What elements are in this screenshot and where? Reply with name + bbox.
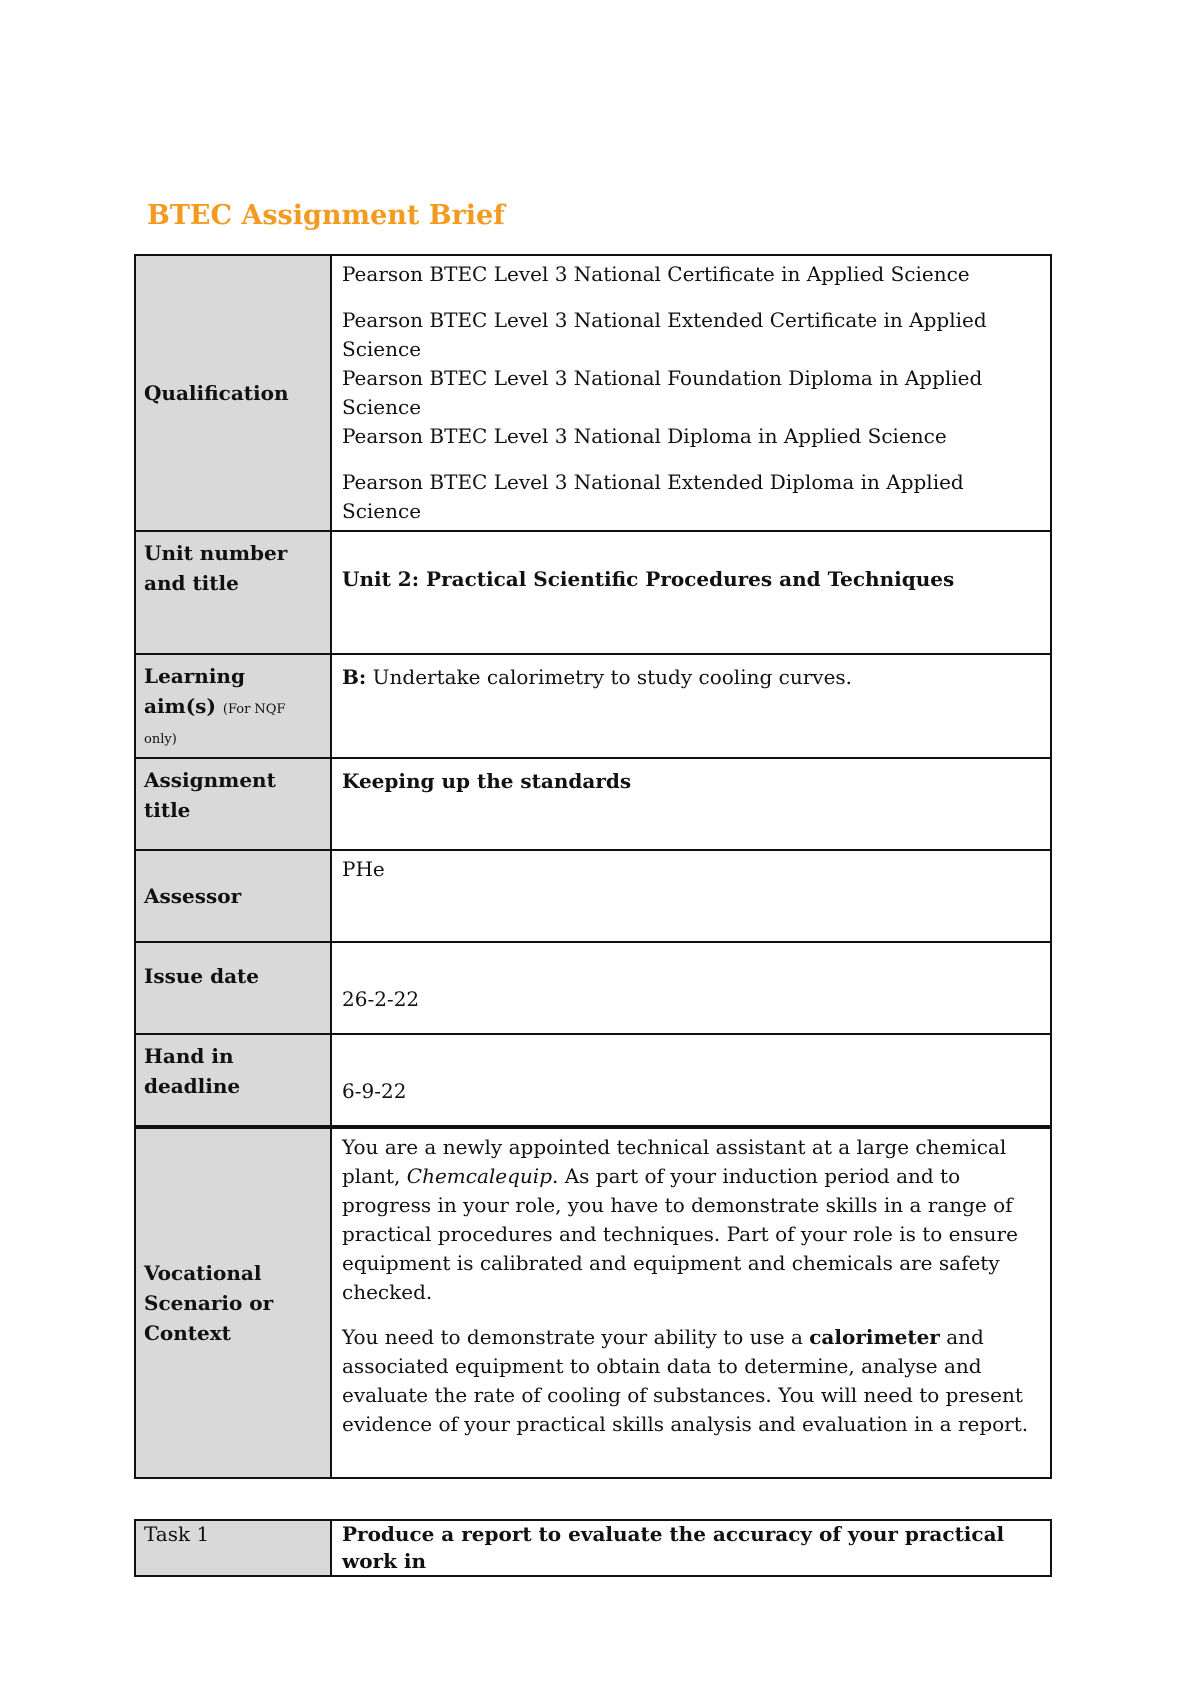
issue-date-value: 26-2-22 xyxy=(331,942,1051,1034)
task-table xyxy=(134,1519,1052,1577)
unit-row xyxy=(135,531,1051,654)
issue-date-row xyxy=(135,942,1051,1034)
task-row xyxy=(135,1520,1051,1576)
deadline-label: Hand in deadline xyxy=(135,1034,331,1126)
unit-value xyxy=(331,531,1051,654)
qualification-line: Pearson BTEC Level 3 National Extended Certificate in Applied Science xyxy=(342,308,987,361)
scenario-table xyxy=(134,1127,1052,1479)
assignment-value xyxy=(331,758,1051,850)
scenario-row xyxy=(135,1128,1051,1478)
learning-aim-row xyxy=(135,654,1051,758)
calorimeter-term: calorimeter xyxy=(809,1325,940,1349)
assignment-title: Keeping up the standards xyxy=(342,769,632,793)
learning-aim-prefix: B: xyxy=(342,665,367,689)
qualification-line: Pearson BTEC Level 3 National Extended Diploma in Applied Science xyxy=(342,470,964,523)
qualification-line: Pearson BTEC Level 3 National Diploma in Applied Science xyxy=(342,424,947,448)
assessor-label: Assessor xyxy=(135,850,331,942)
scenario-paragraph-1 xyxy=(342,1133,1040,1307)
scenario-p2-start: You need to demonstrate your ability to use a xyxy=(342,1325,803,1349)
unit-label: Unit number and title xyxy=(135,531,331,654)
assignment-details-table xyxy=(134,254,1052,1127)
deadline-row xyxy=(135,1034,1051,1126)
scenario-p2-end: and associated equipment to obtain data to determine, analyse and evaluate the rate of cooling of substances. You will need to present evidence of your practical skills analysis and evaluation in a report. xyxy=(342,1325,1029,1436)
deadline-value: 6-9-22 xyxy=(331,1034,1051,1126)
task-value xyxy=(331,1520,1051,1576)
task-label xyxy=(135,1520,331,1576)
qualification-label: Qualification xyxy=(135,255,331,531)
assessor-row xyxy=(135,850,1051,942)
assignment-label: Assignment title xyxy=(135,758,331,850)
qualification-line: Pearson BTEC Level 3 National Foundation Diploma in Applied Science xyxy=(342,366,983,419)
scenario-label: Vocational Scenario or Context xyxy=(135,1128,331,1478)
assessor-value: PHe xyxy=(331,850,1051,942)
scenario-text xyxy=(331,1128,1051,1478)
qualification-line: Pearson BTEC Level 3 National Certificate in Applied Science xyxy=(342,262,970,286)
task-description: Produce a report to evaluate the accuracy of your practical work in xyxy=(342,1522,1005,1573)
company-name: Chemcalequip xyxy=(406,1164,552,1188)
learning-aim-label xyxy=(135,654,331,758)
assignment-row xyxy=(135,758,1051,850)
qualification-value xyxy=(331,255,1051,531)
scenario-p1-start: You are a newly appointed technical assistant at a large chemical plant, xyxy=(342,1135,1007,1188)
issue-date-label: Issue date xyxy=(135,942,331,1034)
learning-aim-note: (For NQF only) xyxy=(144,702,286,747)
qualification-row xyxy=(135,255,1051,531)
learning-aim-value xyxy=(331,654,1051,758)
learning-aim-label-text: Learning aim(s) xyxy=(144,664,245,718)
scenario-paragraph-2 xyxy=(342,1323,1040,1439)
unit-title: Unit 2: Practical Scientific Procedures and Techniques xyxy=(342,567,955,591)
document-title: BTEC Assignment Brief xyxy=(147,200,505,231)
learning-aim-text: Undertake calorimetry to study cooling curves. xyxy=(372,665,853,689)
scenario-p1-end: . As part of your induction period and to progress in your role, you have to demonstrate skills in a range of practical procedures and techniques. Part of your role is to ensure equipment is calibrated and equipment and chemicals are safety checked. xyxy=(342,1164,1018,1304)
task-label-text: Task 1 xyxy=(144,1522,210,1546)
